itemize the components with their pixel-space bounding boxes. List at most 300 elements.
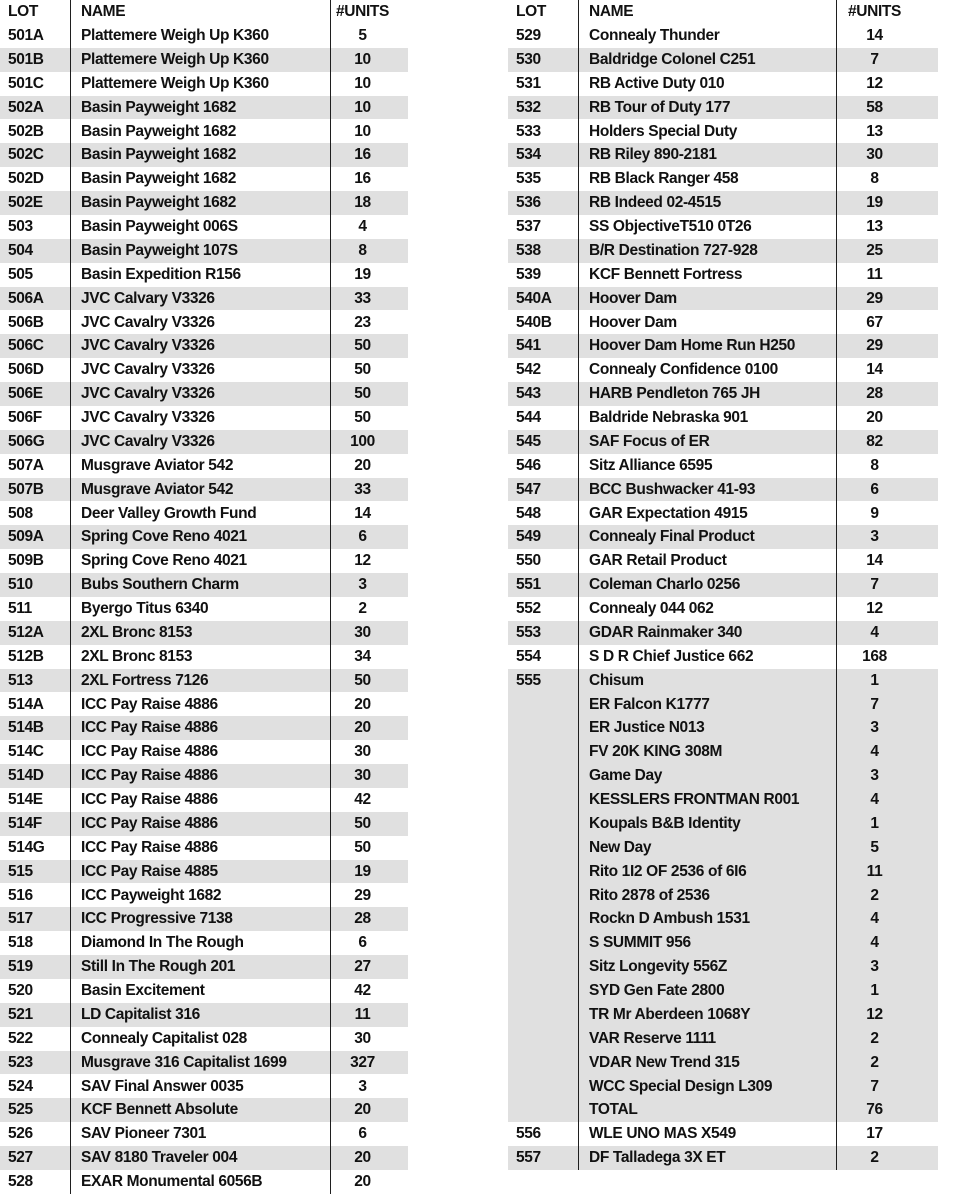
name-cell: ER Falcon K1777	[578, 692, 836, 716]
table-body-left	[0, 24, 408, 1194]
lot-cell: 515	[8, 862, 33, 880]
lot-cell: 507B	[8, 480, 44, 498]
lot-cell: 502D	[8, 170, 44, 188]
name-cell: Spring Cove Reno 4021	[70, 525, 330, 549]
units-cell: 168	[836, 645, 938, 669]
table-row	[508, 692, 938, 716]
units-cell: 7	[836, 1074, 938, 1098]
name-cell: Koupals B&B Identity	[578, 812, 836, 836]
units-cell: 7	[836, 573, 938, 597]
table-row	[0, 1074, 408, 1098]
lot-cell: 555	[516, 671, 541, 689]
lot-cell: 537	[516, 218, 541, 236]
name-cell: Rito 2878 of 2536	[578, 883, 836, 907]
lot-cell: 506C	[8, 337, 44, 355]
lot-cell: 512B	[8, 647, 44, 665]
table-row	[0, 501, 408, 525]
lot-cell	[508, 1027, 578, 1051]
table-row	[508, 263, 938, 287]
name-cell: Deer Valley Growth Fund	[70, 501, 330, 525]
units-cell: 11	[330, 1003, 408, 1027]
name-cell: ICC Pay Raise 4886	[70, 716, 330, 740]
lot-cell: 541	[516, 337, 541, 355]
name-column-header: NAME	[70, 0, 330, 24]
table-row	[508, 525, 938, 549]
units-cell: 30	[330, 740, 408, 764]
table-row	[0, 883, 408, 907]
table-row	[0, 764, 408, 788]
units-cell: 19	[330, 860, 408, 884]
units-cell: 3	[836, 955, 938, 979]
units-cell: 6	[330, 525, 408, 549]
name-cell: Game Day	[578, 764, 836, 788]
units-cell: 42	[330, 788, 408, 812]
table-row	[0, 1170, 408, 1194]
table-row	[508, 143, 938, 167]
table-row	[0, 478, 408, 502]
table-row	[0, 215, 408, 239]
name-cell: SAF Focus of ER	[578, 430, 836, 454]
name-cell: ICC Pay Raise 4886	[70, 788, 330, 812]
name-cell: New Day	[578, 836, 836, 860]
name-cell: GAR Retail Product	[578, 549, 836, 573]
table-row	[508, 716, 938, 740]
table-row	[508, 740, 938, 764]
lot-cell: 502B	[8, 122, 44, 140]
lot-cell: 529	[516, 27, 541, 45]
name-cell: Musgrave 316 Capitalist 1699	[70, 1051, 330, 1075]
table-row	[508, 1027, 938, 1051]
name-cell: SAV Pioneer 7301	[70, 1122, 330, 1146]
units-cell: 4	[836, 621, 938, 645]
units-cell: 7	[836, 48, 938, 72]
lot-cell	[508, 1003, 578, 1027]
units-column-header: #UNITS	[330, 0, 408, 24]
name-cell: GAR Expectation 4915	[578, 501, 836, 525]
table-row	[0, 907, 408, 931]
name-cell: RB Black Ranger 458	[578, 167, 836, 191]
name-cell: RB Indeed 02-4515	[578, 191, 836, 215]
name-cell: Byergo Titus 6340	[70, 597, 330, 621]
name-cell: Hoover Dam	[578, 310, 836, 334]
units-cell: 6	[330, 931, 408, 955]
lot-cell: 546	[516, 456, 541, 474]
units-cell: 20	[330, 1098, 408, 1122]
table-row	[508, 287, 938, 311]
lot-cell: 539	[516, 265, 541, 283]
table-row	[0, 645, 408, 669]
lot-cell: 513	[8, 671, 33, 689]
name-cell: RB Tour of Duty 177	[578, 96, 836, 120]
name-cell: JVC Cavalry V3326	[70, 382, 330, 406]
table-row	[0, 167, 408, 191]
name-cell: BCC Bushwacker 41-93	[578, 478, 836, 502]
units-cell: 50	[330, 812, 408, 836]
table-row	[508, 979, 938, 1003]
lot-cell: 535	[516, 170, 541, 188]
units-cell: 30	[836, 143, 938, 167]
table-row	[0, 287, 408, 311]
units-cell: 5	[330, 24, 408, 48]
units-cell: 20	[330, 1146, 408, 1170]
lot-cell: 523	[8, 1053, 33, 1071]
name-cell: Sitz Alliance 6595	[578, 454, 836, 478]
name-cell: Basin Payweight 006S	[70, 215, 330, 239]
name-cell: Musgrave Aviator 542	[70, 454, 330, 478]
table-row	[0, 191, 408, 215]
lot-cell: 547	[516, 480, 541, 498]
name-cell: Spring Cove Reno 4021	[70, 549, 330, 573]
table-header	[508, 0, 938, 24]
units-cell: 13	[836, 215, 938, 239]
units-cell: 29	[836, 287, 938, 311]
units-cell: 6	[836, 478, 938, 502]
lot-cell: 514F	[8, 814, 42, 832]
table-row	[0, 48, 408, 72]
lot-cell: 525	[8, 1101, 33, 1119]
units-cell: 9	[836, 501, 938, 525]
name-cell: Connealy 044 062	[578, 597, 836, 621]
table-row	[508, 358, 938, 382]
lot-cell: 505	[8, 265, 33, 283]
lot-cell: 534	[516, 146, 541, 164]
name-cell: Sitz Longevity 556Z	[578, 955, 836, 979]
table-row	[0, 382, 408, 406]
table-row	[508, 1051, 938, 1075]
units-cell: 8	[836, 167, 938, 191]
lot-cell: 514A	[8, 695, 44, 713]
table-row	[508, 931, 938, 955]
lot-cell: 545	[516, 432, 541, 450]
units-cell: 33	[330, 287, 408, 311]
table-row	[0, 119, 408, 143]
lot-cell: 507A	[8, 456, 44, 474]
lot-cell: 511	[8, 600, 32, 618]
table-row	[508, 1146, 938, 1170]
units-cell: 50	[330, 382, 408, 406]
name-cell: Basin Payweight 1682	[70, 191, 330, 215]
lot-cell: 514C	[8, 743, 44, 761]
name-cell: S D R Chief Justice 662	[578, 645, 836, 669]
lot-cell: 530	[516, 50, 541, 68]
lot-cell: 548	[516, 504, 541, 522]
name-cell: Coleman Charlo 0256	[578, 573, 836, 597]
units-cell: 23	[330, 310, 408, 334]
name-cell: JVC Cavalry V3326	[70, 310, 330, 334]
units-cell: 67	[836, 310, 938, 334]
lot-cell: 533	[516, 122, 541, 140]
table-row	[0, 1098, 408, 1122]
units-cell: 2	[330, 597, 408, 621]
units-cell: 14	[836, 358, 938, 382]
table-row	[508, 1003, 938, 1027]
name-cell: VDAR New Trend 315	[578, 1051, 836, 1075]
units-cell: 3	[836, 525, 938, 549]
table-row	[0, 1051, 408, 1075]
table-row	[0, 931, 408, 955]
name-cell: 2XL Bronc 8153	[70, 621, 330, 645]
lot-cell: 520	[8, 982, 33, 1000]
table-row	[0, 406, 408, 430]
table-row	[0, 979, 408, 1003]
lot-cell	[508, 883, 578, 907]
units-cell: 20	[330, 1170, 408, 1194]
table-row	[508, 406, 938, 430]
table-row	[508, 860, 938, 884]
lot-cell: 502A	[8, 98, 44, 116]
lot-cell: 501C	[8, 74, 44, 92]
table-row	[0, 24, 408, 48]
lot-cell: 501B	[8, 50, 44, 68]
name-cell: Rito 1I2 OF 2536 of 6I6	[578, 860, 836, 884]
table-row	[0, 573, 408, 597]
table-row	[508, 501, 938, 525]
units-cell: 30	[330, 764, 408, 788]
table-row	[508, 96, 938, 120]
units-cell: 30	[330, 1027, 408, 1051]
name-cell: Basin Payweight 1682	[70, 167, 330, 191]
table-row	[508, 239, 938, 263]
table-row	[508, 1074, 938, 1098]
lot-cell: 514B	[8, 719, 44, 737]
name-cell: Basin Payweight 1682	[70, 96, 330, 120]
units-cell: 4	[836, 931, 938, 955]
table-row	[508, 883, 938, 907]
table-row	[508, 24, 938, 48]
lot-cell: 506E	[8, 385, 43, 403]
lot-cell: 549	[516, 528, 541, 546]
units-cell: 14	[836, 24, 938, 48]
name-cell: ICC Pay Raise 4885	[70, 860, 330, 884]
table-row	[508, 48, 938, 72]
units-cell: 12	[330, 549, 408, 573]
lot-cell: 510	[8, 576, 33, 594]
units-cell: 14	[836, 549, 938, 573]
table-row	[508, 549, 938, 573]
units-cell: 100	[330, 430, 408, 454]
name-cell: Baldridge Colonel C251	[578, 48, 836, 72]
table-row	[0, 716, 408, 740]
units-cell: 27	[330, 955, 408, 979]
units-cell: 12	[836, 72, 938, 96]
name-cell: RB Riley 890-2181	[578, 143, 836, 167]
table-row	[0, 430, 408, 454]
name-cell: Connealy Capitalist 028	[70, 1027, 330, 1051]
name-cell: DF Talladega 3X ET	[578, 1146, 836, 1170]
name-cell: Connealy Final Product	[578, 525, 836, 549]
name-cell: JVC Cavalry V3326	[70, 358, 330, 382]
table-row	[508, 573, 938, 597]
table-row	[508, 597, 938, 621]
name-cell: Connealy Thunder	[578, 24, 836, 48]
name-cell: SYD Gen Fate 2800	[578, 979, 836, 1003]
name-cell: Musgrave Aviator 542	[70, 478, 330, 502]
lot-cell: 552	[516, 600, 541, 618]
name-cell: Hoover Dam	[578, 287, 836, 311]
lot-cell: 542	[516, 361, 541, 379]
lot-cell	[508, 979, 578, 1003]
units-cell: 6	[330, 1122, 408, 1146]
lot-cell: 528	[8, 1173, 33, 1191]
lot-table-left	[0, 0, 408, 1194]
lot-cell: 506B	[8, 313, 44, 331]
lot-cell: 508	[8, 504, 33, 522]
lot-cell: 532	[516, 98, 541, 116]
lot-cell: 514E	[8, 791, 43, 809]
table-row	[0, 96, 408, 120]
name-column-header: NAME	[578, 0, 836, 24]
table-row	[0, 239, 408, 263]
table-row	[0, 1146, 408, 1170]
lot-column-header: LOT	[516, 3, 546, 21]
units-cell: 3	[330, 573, 408, 597]
name-cell: 2XL Bronc 8153	[70, 645, 330, 669]
units-column-header: #UNITS	[836, 0, 938, 24]
name-cell: FV 20K KING 308M	[578, 740, 836, 764]
lot-cell: 506F	[8, 409, 42, 427]
lot-cell: 504	[8, 241, 33, 259]
units-cell: 1	[836, 669, 938, 693]
units-cell: 50	[330, 406, 408, 430]
name-cell: Still In The Rough 201	[70, 955, 330, 979]
lot-cell: 556	[516, 1125, 541, 1143]
name-cell: Diamond In The Rough	[70, 931, 330, 955]
name-cell: SS ObjectiveT510 0T26	[578, 215, 836, 239]
lot-cell: 544	[516, 409, 541, 427]
units-cell: 17	[836, 1122, 938, 1146]
table-row	[0, 597, 408, 621]
units-cell: 30	[330, 621, 408, 645]
units-cell: 82	[836, 430, 938, 454]
table-row	[508, 907, 938, 931]
units-cell: 7	[836, 692, 938, 716]
units-cell: 20	[330, 454, 408, 478]
lot-cell: 524	[8, 1077, 33, 1095]
table-row	[508, 430, 938, 454]
name-cell: VAR Reserve 1111	[578, 1027, 836, 1051]
lot-cell: 557	[516, 1149, 541, 1167]
lot-cell	[508, 1098, 578, 1122]
name-cell: Plattemere Weigh Up K360	[70, 72, 330, 96]
units-cell: 10	[330, 48, 408, 72]
lot-cell	[508, 931, 578, 955]
units-cell: 13	[836, 119, 938, 143]
lot-column-header: LOT	[8, 3, 38, 21]
units-cell: 58	[836, 96, 938, 120]
lot-table-right	[508, 0, 938, 1170]
units-cell: 4	[330, 215, 408, 239]
units-cell: 10	[330, 96, 408, 120]
lot-cell: 518	[8, 934, 33, 952]
table-row	[508, 955, 938, 979]
table-row	[508, 478, 938, 502]
name-cell: S SUMMIT 956	[578, 931, 836, 955]
name-cell: ICC Pay Raise 4886	[70, 764, 330, 788]
name-cell: TR Mr Aberdeen 1068Y	[578, 1003, 836, 1027]
units-cell: 2	[836, 1051, 938, 1075]
name-cell: 2XL Fortress 7126	[70, 669, 330, 693]
table-row	[0, 669, 408, 693]
units-cell: 50	[330, 836, 408, 860]
table-row	[508, 788, 938, 812]
name-cell: Basin Payweight 1682	[70, 143, 330, 167]
name-cell: EXAR Monumental 6056B	[70, 1170, 330, 1194]
name-cell: Chisum	[578, 669, 836, 693]
table-row	[0, 549, 408, 573]
table-row	[508, 454, 938, 478]
table-row	[0, 740, 408, 764]
lot-cell: 502E	[8, 194, 43, 212]
name-cell: ICC Payweight 1682	[70, 883, 330, 907]
units-cell: 29	[836, 334, 938, 358]
lot-cell	[508, 1051, 578, 1075]
units-cell: 18	[330, 191, 408, 215]
table-row	[0, 692, 408, 716]
name-cell: Holders Special Duty	[578, 119, 836, 143]
lot-cell: 519	[8, 958, 33, 976]
lot-cell	[508, 812, 578, 836]
table-row	[0, 1003, 408, 1027]
lot-cell: 531	[516, 74, 541, 92]
table-row	[0, 334, 408, 358]
lot-cell: 506A	[8, 289, 44, 307]
table-row	[0, 860, 408, 884]
name-cell: WCC Special Design L309	[578, 1074, 836, 1098]
units-cell: 2	[836, 1146, 938, 1170]
name-cell: WLE UNO MAS X549	[578, 1122, 836, 1146]
lot-cell: 543	[516, 385, 541, 403]
units-cell: 8	[836, 454, 938, 478]
table-row	[0, 263, 408, 287]
name-cell: SAV Final Answer 0035	[70, 1074, 330, 1098]
table-row	[508, 1098, 938, 1122]
units-cell: 3	[836, 764, 938, 788]
units-cell: 20	[836, 406, 938, 430]
table-row	[508, 119, 938, 143]
name-cell: Plattemere Weigh Up K360	[70, 24, 330, 48]
name-cell: ER Justice N013	[578, 716, 836, 740]
units-cell: 11	[836, 263, 938, 287]
table-row	[0, 836, 408, 860]
lot-cell	[508, 860, 578, 884]
table-row	[0, 1027, 408, 1051]
name-cell: KCF Bennett Absolute	[70, 1098, 330, 1122]
lot-cell	[508, 907, 578, 931]
lot-cell: 501A	[8, 27, 44, 45]
table-row	[0, 1122, 408, 1146]
name-cell: JVC Cavalry V3326	[70, 430, 330, 454]
units-cell: 5	[836, 836, 938, 860]
units-cell: 50	[330, 358, 408, 382]
table-row	[508, 167, 938, 191]
name-cell: KCF Bennett Fortress	[578, 263, 836, 287]
name-cell: ICC Pay Raise 4886	[70, 692, 330, 716]
table-row	[508, 215, 938, 239]
name-cell: Basin Excitement	[70, 979, 330, 1003]
name-cell: Basin Payweight 1682	[70, 119, 330, 143]
table-row	[508, 1122, 938, 1146]
units-cell: 2	[836, 883, 938, 907]
table-row	[0, 955, 408, 979]
table-row	[508, 645, 938, 669]
table-row	[0, 454, 408, 478]
name-cell: KESSLERS FRONTMAN R001	[578, 788, 836, 812]
units-cell: 327	[330, 1051, 408, 1075]
units-cell: 29	[330, 883, 408, 907]
name-cell: Hoover Dam Home Run H250	[578, 334, 836, 358]
units-cell: 19	[330, 263, 408, 287]
name-cell: Bubs Southern Charm	[70, 573, 330, 597]
